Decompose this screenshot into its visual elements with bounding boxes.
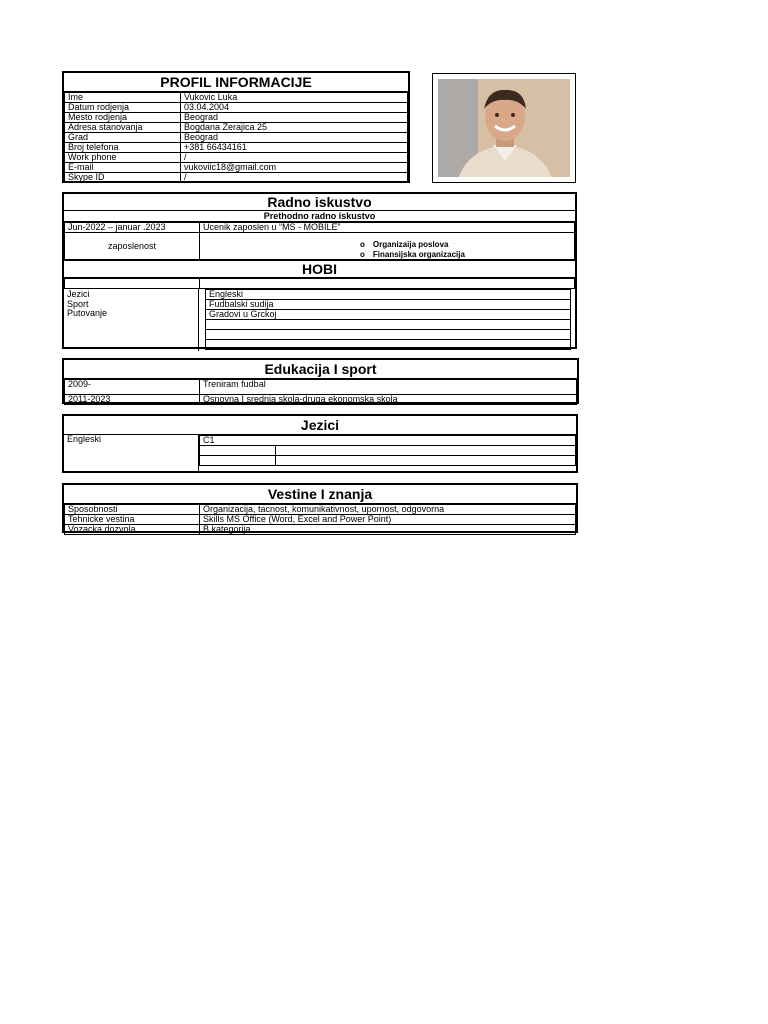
empty-cell	[206, 330, 571, 340]
hobby-value: Engleski	[206, 290, 571, 300]
empty-cell	[206, 340, 571, 350]
education-value: Treniram fudbal	[200, 380, 577, 395]
skill-value: B kategorija	[200, 525, 576, 535]
profile-value: Vukovic Luka	[181, 93, 408, 103]
work-section	[62, 192, 577, 349]
education-value: Osnovna I srednja skola-druga ekonomska skola	[200, 395, 577, 405]
languages-section	[62, 414, 578, 473]
education-table	[64, 379, 577, 405]
empty-cell	[276, 446, 576, 456]
bullet-text: Finansijska organizacija	[372, 249, 465, 259]
education-period: 2009-	[65, 380, 200, 395]
profile-value: Bogdana Zerajica 25	[181, 123, 408, 133]
profile-label: Work phone	[65, 153, 181, 163]
profile-value: +381 66434161	[181, 143, 408, 153]
profile-value: /	[181, 173, 408, 183]
profile-label: E-mail	[65, 163, 181, 173]
table-row	[65, 103, 408, 113]
profile-value: Beograd	[181, 133, 408, 143]
profile-table	[64, 92, 408, 183]
table-row	[65, 173, 408, 183]
profile-label: Datum rodjenja	[65, 103, 181, 113]
table-row	[65, 515, 576, 525]
profile-label: Mesto rodjenja	[65, 113, 181, 123]
work-description: Ucenik zaposlen u “MS - MOBILE”	[200, 223, 575, 233]
table-row	[65, 525, 576, 535]
languages-body	[64, 435, 576, 472]
table-row	[206, 340, 571, 350]
empty-cell	[276, 456, 576, 466]
table-row	[206, 330, 571, 340]
empty-cell	[206, 320, 571, 330]
table-row	[65, 123, 408, 133]
list-item	[360, 249, 571, 259]
work-table	[64, 222, 575, 260]
skills-title: Vestine I znanja	[64, 485, 576, 504]
table-row	[65, 133, 408, 143]
work-title: Radno iskustvo	[64, 194, 575, 211]
language-name: Engleski	[64, 435, 199, 472]
hobbies-categories	[64, 289, 199, 351]
profile-photo	[432, 73, 576, 183]
empty-cell	[200, 446, 276, 456]
languages-grid	[199, 435, 576, 472]
hobbies-body	[64, 289, 575, 351]
profile-label: Adresa stanovanja	[65, 123, 181, 133]
profile-label: Skype ID	[65, 173, 181, 183]
skills-section	[62, 483, 578, 533]
hobby-category: Jezici	[67, 289, 90, 299]
table-row	[200, 446, 576, 456]
hobby-value: Fudbalski sudija	[206, 300, 571, 310]
hobbies-title: HOBI	[64, 260, 575, 278]
hobbies-details	[199, 289, 575, 351]
profile-label: Grad	[65, 133, 181, 143]
profile-title: PROFIL INFORMACIJE	[64, 73, 408, 92]
hobbies-header-table	[64, 278, 575, 289]
skill-value: Organizacija, tacnost, komunikativnost, upornost, odgovorna	[200, 505, 576, 515]
profile-value: 03.04.2004	[181, 103, 408, 113]
hobby-category: Putovanje	[67, 308, 108, 318]
bullet-icon: o	[360, 249, 365, 259]
work-status-label: zaposlenost	[65, 233, 200, 260]
profile-value: vukoviic18@gmail.com	[181, 163, 408, 173]
portrait-illustration	[438, 79, 570, 177]
table-row	[200, 436, 576, 446]
skills-table	[64, 504, 576, 535]
profile-value: /	[181, 153, 408, 163]
table-row	[65, 395, 577, 405]
table-row	[206, 320, 571, 330]
table-row	[206, 300, 571, 310]
table-row	[65, 143, 408, 153]
hobby-category: Sport	[67, 298, 89, 309]
profile-section	[62, 71, 410, 183]
hobby-value: Gradovi u Grckoj	[206, 310, 571, 320]
table-row	[65, 153, 408, 163]
languages-title: Jezici	[64, 416, 576, 435]
table-row	[65, 223, 575, 233]
hobbies-table	[205, 289, 571, 350]
education-period: 2011-2023	[65, 395, 200, 405]
empty-cell	[65, 279, 200, 289]
table-row	[206, 310, 571, 320]
work-bullets-cell	[200, 233, 575, 260]
table-row	[65, 380, 577, 395]
table-row	[65, 113, 408, 123]
portrait-image	[438, 79, 570, 177]
languages-table	[199, 435, 576, 466]
table-row	[65, 163, 408, 173]
table-row	[200, 456, 576, 466]
education-section	[62, 358, 579, 404]
skill-value: Skills MS Office (Word, Excel and Power Point)	[200, 515, 576, 525]
bullet-icon: o	[360, 239, 365, 249]
work-period: Jun-2022 – januar .2023	[65, 223, 200, 233]
skill-label: Sposobnosti	[65, 505, 200, 515]
empty-cell	[200, 456, 276, 466]
table-row	[65, 93, 408, 103]
work-subtitle: Prethodno radno iskustvo	[64, 211, 575, 222]
bullet-text: Organizaija poslova	[372, 239, 449, 249]
profile-label: Broj telefona	[65, 143, 181, 153]
language-level: C1	[200, 436, 576, 446]
profile-label: Ime	[65, 93, 181, 103]
skill-label: Vozacka dozvola	[65, 525, 200, 535]
list-item	[360, 239, 571, 249]
table-row	[65, 233, 575, 260]
profile-value: Beograd	[181, 113, 408, 123]
skill-label: Tehnicke vestina	[65, 515, 200, 525]
education-title: Edukacija I sport	[64, 360, 577, 379]
table-row	[65, 505, 576, 515]
empty-cell	[200, 279, 575, 289]
table-row	[206, 290, 571, 300]
